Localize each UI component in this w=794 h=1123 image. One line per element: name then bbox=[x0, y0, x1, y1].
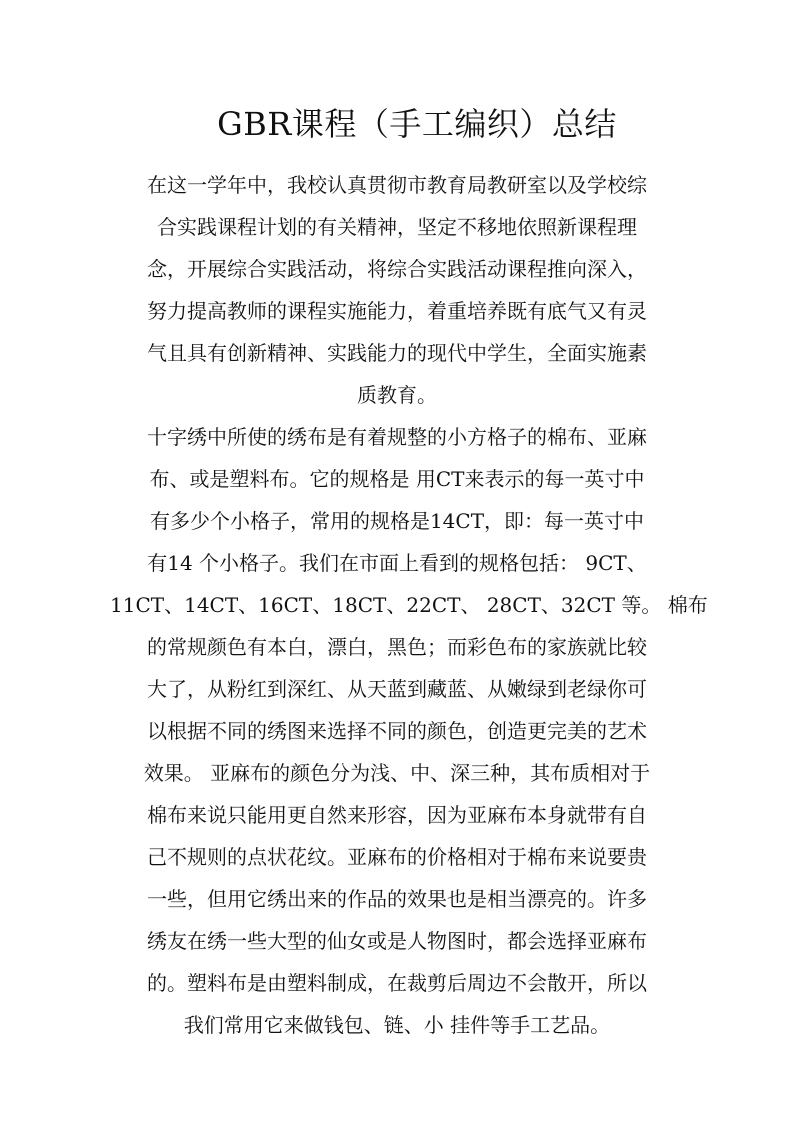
body-line: 大了，从粉红到深红、从天蓝到藏蓝、从嫩绿到老绿你可 bbox=[147, 677, 647, 701]
body-line: 效果。 亚麻布的颜色分为浅、中、深三种，其布质相对于 bbox=[143, 761, 651, 785]
body-line: 有多少个小格子，常用的规格是14CT，即：每一英寸中 bbox=[149, 509, 645, 533]
document-title: GBR课程（手工编织）总结 bbox=[217, 105, 617, 143]
body-line: 以根据不同的绣图来选择不同的颜色，创造更完美的艺术 bbox=[147, 719, 647, 743]
body-line: 质教育。 bbox=[357, 383, 437, 407]
body-line: 己不规则的点状花纹。亚麻布的价格相对于棉布来说要贵 bbox=[147, 845, 647, 869]
document-body bbox=[110, 164, 708, 1046]
body-line: 绣友在绣一些大型的仙女或是人物图时，都会选择亚麻布 bbox=[147, 929, 647, 953]
body-line: 的常规颜色有本白，漂白，黑色；而彩色布的家族就比较 bbox=[147, 635, 647, 659]
body-line: 一些，但用它绣出来的作品的效果也是相当漂亮的。许多 bbox=[147, 887, 647, 911]
body-line: 合实践课程计划的有关精神，坚定不移地依照新课程理 bbox=[157, 215, 637, 239]
body-line: 念，开展综合实践活动，将综合实践活动课程推向深入， bbox=[147, 257, 647, 281]
body-line: 棉布来说只能用更自然来形容，因为亚麻布本身就带有自 bbox=[147, 803, 647, 827]
body-line: 气且具有创新精神、实践能力的现代中学生，全面实施素 bbox=[147, 341, 647, 365]
body-line: 11CT、14CT、16CT、18CT、22CT、 28CT、32CT 等。 棉布 bbox=[110, 593, 708, 617]
body-line: 布、或是塑料布。它的规格是 用CT来表示的每一英寸中 bbox=[149, 467, 645, 491]
body-line: 在这一学年中，我校认真贯彻市教育局教研室以及学校综 bbox=[147, 173, 647, 197]
body-line: 有14 个小格子。我们在市面上看到的规格包括： 9CT、 bbox=[147, 551, 647, 575]
body-line: 努力提高教师的课程实施能力，着重培养既有底气又有灵 bbox=[147, 299, 647, 323]
body-line: 十字绣中所使的绣布是有着规整的小方格子的棉布、亚麻 bbox=[147, 425, 647, 449]
body-line: 我们常用它来做钱包、链、小 挂件等手工艺品。 bbox=[183, 1013, 611, 1037]
body-line: 的。塑料布是由塑料制成，在裁剪后周边不会散开，所以 bbox=[147, 971, 647, 995]
